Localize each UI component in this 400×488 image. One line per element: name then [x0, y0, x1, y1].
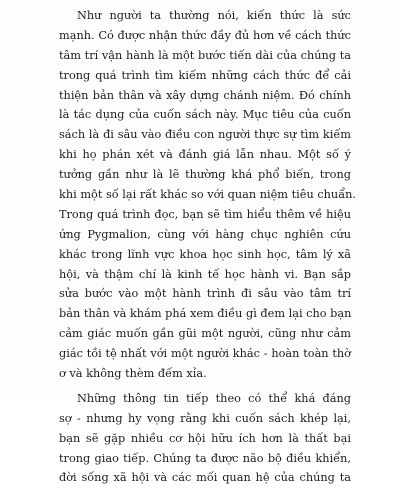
- text-line: thiện bản thân và xây dựng chánh niệm. Đó chính: [59, 88, 351, 102]
- text-line: sợ - nhưng hy vọng rằng khi cuốn sách khép lại,: [59, 411, 351, 425]
- text-line: cảm giác muốn gần gũi một người, cũng như cảm: [59, 327, 351, 341]
- text-line: sách là đi sâu vào điều con người thực sự tìm kiếm: [59, 128, 351, 142]
- text-line: khi một số lại rất khác so với quan niệm tiêu chuẩn.: [59, 188, 356, 202]
- text-line: đời sống xã hội và các mối quan hệ của chúng ta: [59, 471, 351, 485]
- text-line: Trong quá trình đọc, bạn sẽ tìm hiểu thêm về hiệu: [59, 207, 351, 221]
- text-line: tưởng gần như là lẽ thường khá phổ biến, trong: [59, 168, 351, 182]
- text-line: ứng Pygmalion, cùng với hàng chục nghiên cứu: [59, 227, 351, 241]
- text-line: sửa bước vào một hành trình đi sâu vào tâm trí: [59, 287, 351, 301]
- text-line: khi họ phán xét và đánh giá lẫn nhau. Một số ý: [59, 148, 351, 162]
- text-line: trong giao tiếp. Chúng ta được não bộ điều khiển,: [59, 451, 351, 465]
- text-line: bạn sẽ gặp nhiều cơ hội hữu ích hơn là thất bại: [59, 431, 351, 445]
- text-line: khác trong lĩnh vực khoa học sinh học, tâm lý xã: [59, 247, 351, 261]
- text-line: ơ và không thèm đếm xỉa.: [59, 367, 207, 381]
- text-line: giác tồi tệ nhất với một người khác - hoàn toàn thờ: [59, 347, 351, 361]
- text-line: tâm trí vận hành là một bước tiến dài của chúng ta: [59, 48, 351, 62]
- text-line: bản thân và khám phá xem điều gì đem lại cho bạn: [59, 307, 352, 321]
- body-text: [59, 6, 356, 488]
- text-line: hội, và thậm chí là kinh tế học hành vi. Bạn sắp: [59, 267, 351, 281]
- text-line: trong quá trình tìm kiếm những cách thức để cải: [59, 68, 351, 82]
- text-line: Như người ta thường nói, kiến thức là sức: [77, 9, 351, 22]
- paragraph-1: [59, 6, 356, 384]
- paragraph-2: [59, 389, 351, 488]
- text-line: Những thông tin tiếp theo có thể khá đáng: [77, 391, 351, 405]
- text-line: là tác dụng của cuốn sách này. Mục tiêu của cuốn: [59, 108, 351, 122]
- text-line: mạnh. Có được nhận thức đầy đủ hơn về cách thức: [59, 28, 351, 42]
